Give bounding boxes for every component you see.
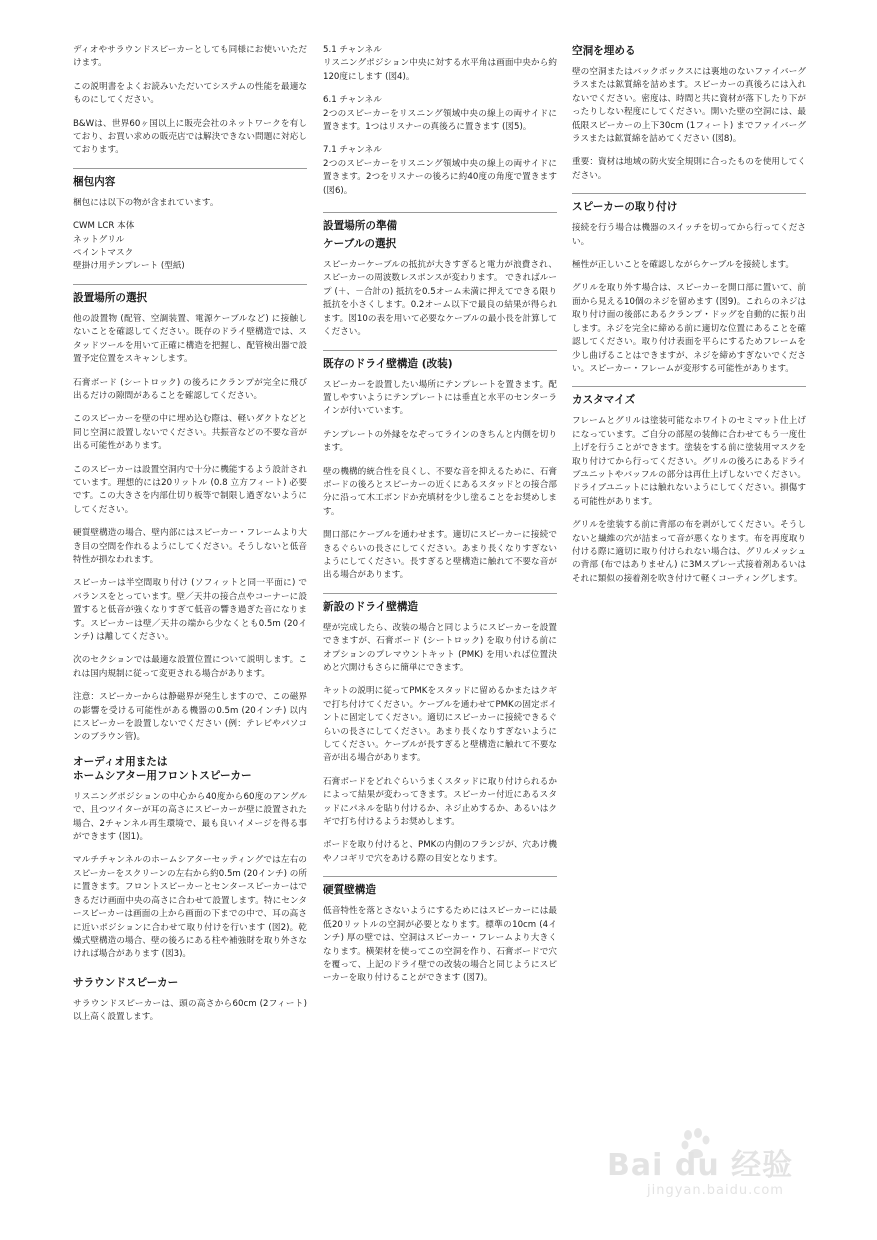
mounting-paragraph: グリルを取り外す場合は、スピーカーを開口部に置いて、前面から見える10個のネジを留めます (図9)。これらのネジは取り付け面の後部にあるクランプ・ドッグを自動的に振り出します。ネジを完全に締める前に適切な位置にあることを確認してください。取り付け表面を平らにするためフレームを少し曲げることはできますが、ネジを締めすぎないでください。スピーカー・フレームが変形する可能性があります。 xyxy=(572,283,806,374)
new-wall-paragraph: 壁が完成したら、改装の場合と同じようにスピーカーを設置できますが、石膏ボード (シートロック) を取り付ける前にオプションのプレマウントキット (PMK) を用いれば位置決めと穴開けもさらに簡単にできます。 xyxy=(323,622,557,673)
channel-61-label: 6.1 チャンネル xyxy=(323,95,382,106)
location-paragraph: このスピーカーは設置空洞内で十分に機能するよう設計されています。理想的には20リットル (0.8 立方フィート) 必要です。この大きさを内部仕切り板等で制限し過ぎないようにしてください。 xyxy=(73,464,307,515)
section-divider xyxy=(323,593,557,594)
new-wall-paragraph: ボードを取り付けると、PMKの内側のフランジが、穴あけ機やノコギリで穴をあける際の目安となります。 xyxy=(323,840,557,864)
prep-heading: 設置場所の準備 xyxy=(323,220,398,233)
section-divider xyxy=(572,386,806,387)
fill-cavity-paragraph: 壁の空洞またはバックボックスには裏地のないファイバーグラスまたは鉱質綿を詰めます。スピーカーの真後ろには入れないでください。密度は、時間と共に資材が落下したり下がったりしない程度にしてください。開いた壁の空洞には、最低限スピーカーの上下30cm (1フィート) までファイバーグラスまたは鉱質綿を詰めてください (図8)。 xyxy=(572,67,806,145)
mounting-heading: スピーカーの取り付け xyxy=(572,201,678,214)
existing-wall-paragraph: テンプレートの外縁をなぞってラインのきちんと内側を切ります。 xyxy=(323,429,557,454)
package-item: ネットグリル xyxy=(73,234,125,245)
location-paragraph: スピーカーは半空間取り付け (ソフィットと同一平面に) でバランスをとっています。壁／天井の接合点やコーナーに設置すると低音が強くなりすぎて低音の響き過ぎた音になります。スピーカーは壁／天井の端から少なくとも0.5m (20インチ) は離してください。 xyxy=(73,578,307,642)
section-divider xyxy=(323,350,557,351)
new-wall-paragraph: 石膏ボードをどれぐらいうまくスタッドに取り付けられるかによって結果が変わってきます。スピーカー付近にあるスタッドにパネルを貼り付けるか、ネジ止めするか、あるいはクギで打ち付けるようお奨めします。 xyxy=(323,776,557,828)
location-paragraph: 他の設置物 (配管、空調装置、電源ケーブルなど) に接触しないことを確認してください。既存のドライ壁構造では、スタッドツールを用いて正確に構造を把握し、配管検出器で設置予定位置をスキャンします。 xyxy=(73,313,307,365)
customize-paragraph: フレームとグリルは塗装可能なホワイトのセミマット仕上げになっています。ご自分の部屋の装飾に合わせてもう一度仕上げを行うことができます。塗装をする前に塗装用マスクを取り付けてから行ってください。グリルの後ろにあるドライブユニットやバッフルの部分は再仕上げしないでください。ドライブユニットには触れないようにしてください。損傷する可能性があります。 xyxy=(572,416,806,507)
location-paragraph: 注意：スピーカーからは静磁界が発生しますので、この磁界の影響を受ける可能性がある機器の0.5m (20インチ) 以内にスピーカーを設置しないでください (例：テレビやパソコンのブラウン管)。 xyxy=(73,692,307,743)
intro-paragraph: ディオやサラウンドスピーカーとしても同様にお使いいただけます。 xyxy=(73,45,307,69)
hard-wall-paragraph: 低音特性を落とさないようにするためにはスピーカーには最低20リットルの空洞が必要となります。標準の10cm (4インチ) 厚の壁では、空洞はスピーカー・フレームより大きくなります。横架材を使ってこの空洞を作り、石膏ボードで穴を覆って、上記のドライ壁での改装の場合と同じようにスピーカーを取り付けることができます (図7)。 xyxy=(323,906,557,984)
column-1 xyxy=(73,44,307,1035)
audio-paragraph: リスニングポジションの中心から40度から60度のアングルで、且つツイターが耳の高さにスピーカーが壁に設置された場合、2チャンネル再生環境で、最も良いイメージを得る事ができます (図1)。 xyxy=(73,791,307,843)
section-divider xyxy=(323,876,557,877)
watermark-brand: Bai du 经验 xyxy=(607,1148,794,1183)
manual-page xyxy=(73,44,807,1194)
channel-51-text: リスニングポジション中央に対する水平角は画面中央から約120度にします (図4)。 xyxy=(323,58,557,82)
cable-heading: ケーブルの選択 xyxy=(323,238,397,251)
audio-paragraph: マルチチャンネルのホームシアターセッティングでは左右のスピーカーをスクリーンの左右から約0.5m (20インチ) の所に置きます。フロントスピーカーとセンタースピーカーはできるだけ画面中央の高さに合わせて設置します。特にセンタースピーカーは画面の上から画面の下までの中で、耳の高さに近いポジションに合わせて取り付けを行います (図2)。乾燥式壁構造の場合、壁の後ろにある柱や補強財を取り外さなければ場合があります (図3)。 xyxy=(73,855,307,960)
watermark-url: jingyan.baidu.com xyxy=(647,1183,784,1198)
intro-paragraph: この説明書をよくお読みいただいてシステムの性能を最適なものにしてください。 xyxy=(73,81,307,106)
cable-paragraph: スピーカーケーブルの抵抗が大きすぎると電力が浪費され、スピーカーの周波数レスポンスが変わります。 できればループ (＋、－合計の) 抵抗を0.5オーム未満に押えてできる限り抵抗を小さくします。0.2オーム以下で最良の結果が得られます。図10の表を用いて必要なケーブルの最小長を計算してください。 xyxy=(323,260,557,338)
fill-cavity-heading: 空洞を埋める xyxy=(572,45,636,57)
channel-51-label: 5.1 チャンネル xyxy=(323,45,382,55)
mounting-paragraph: 極性が正しいことを確認しながらケーブルを接続します。 xyxy=(572,260,794,271)
section-divider xyxy=(323,212,557,213)
new-wall-heading: 新設のドライ壁構造 xyxy=(323,600,419,613)
location-paragraph: 次のセクションでは最適な設置位置について説明します。これは国内規制に従って変更される場合があります。 xyxy=(73,655,307,679)
location-paragraph: 硬質壁構造の場合、壁内部にはスピーカー・フレームより大き目の空間を作れるようにしてください。そうしないと低音特性が損なわれます。 xyxy=(73,528,307,565)
surround-heading: サラウンドスピーカー xyxy=(73,976,179,989)
existing-wall-paragraph: 壁の機構的統合性を良くし、不要な音を抑えるために、石膏ボードの後ろとスピーカーの近くにあるスタッドとの接合部分に沿って木工ボンドか充填材を少し塗ることをお奨めします。 xyxy=(323,466,557,517)
section-divider xyxy=(572,193,806,194)
column-3 xyxy=(572,44,806,596)
hard-wall-heading: 硬質壁構造 xyxy=(323,884,376,897)
existing-wall-paragraph: 開口部にケーブルを通わせます。適切にスピーカーに接続できるぐらいの長さにしてください。あまり長くなりすぎないようにしてください。長すぎると壁構造に触れて不要な音が出る場合があります。 xyxy=(323,530,557,581)
baidu-watermark xyxy=(607,1128,837,1208)
location-heading: 設置場所の選択 xyxy=(73,291,148,304)
surround-paragraph: サラウンドスピーカーは、頭の高さから60cm (2フィート) 以上高く設置します。 xyxy=(73,998,307,1023)
customize-paragraph: グリルを塗装する前に背部の布を剥がしてください。そうしないと繊維の穴が詰まって音が悪くなります。布を再度取り付ける際に適切に取り付けられない場合は、グリルメッシュの背部 (布ではありません) に3Mスプレー式接着剤あるいはそれに類似の接着剤を吹き付けて軽くコーティングします。 xyxy=(572,520,806,584)
package-heading: 梱包内容 xyxy=(73,175,116,188)
package-item: CWM LCR 本体 xyxy=(73,221,135,232)
channel-71-text: 2つのスピーカーをリスニング領域中央の線上の両サイドに置きます。2つをリスナーの後ろに約40度の角度で置きます (図6)。 xyxy=(323,158,557,196)
audio-heading-line-1: オーディオ用または xyxy=(73,755,168,768)
intro-paragraph: B&Wは、世界60ヶ国以上に販売会社のネットワークを有しており、お買い求めの販売店では解決できない問題に対応しております。 xyxy=(73,118,307,156)
channel-71-label: 7.1 チャンネル xyxy=(323,145,382,156)
package-intro: 梱包には以下の物が含まれています。 xyxy=(73,197,219,208)
section-divider xyxy=(73,284,307,285)
column-2 xyxy=(323,44,557,996)
package-item: ペイントマスク xyxy=(73,248,134,259)
existing-wall-heading: 既存のドライ壁構造 (改装) xyxy=(323,357,453,370)
existing-wall-paragraph: スピーカーを設置したい場所にテンプレートを置きます。配置しやすいようにテンプレートには垂直と水平のセンターラインが付いています。 xyxy=(323,379,557,417)
channel-61-text: 2つのスピーカーをリスニング領域中央の線上の両サイドに置きます。1つはリスナーの真後ろに置きます (図5)。 xyxy=(323,108,557,133)
audio-heading-line-2: ホームシアター用フロントスピーカー xyxy=(73,769,252,782)
customize-heading: カスタマイズ xyxy=(572,394,636,407)
package-list xyxy=(73,220,307,274)
section-divider xyxy=(73,168,307,169)
package-item: 壁掛け用テンプレート (型紙) xyxy=(73,261,185,272)
location-paragraph: 石膏ボード (シートロック) の後ろにクランプが完全に飛び出るだけの隙間があることを確認してください。 xyxy=(73,377,307,401)
location-paragraph: このスピーカーを壁の中に埋め込む際は、軽いダクトなどと同じ空洞に設置しないでください。共振音などの不要な音が出る可能性があります。 xyxy=(73,414,307,452)
mounting-paragraph: 接続を行う場合は機器のスイッチを切ってから行ってください。 xyxy=(572,223,806,247)
new-wall-paragraph: キットの説明に従ってPMKをスタッドに留めるかまたはクギで打ち付けてください。ケーブルを通わせてPMKの固定ポイントに固定してください。適切にスピーカーに接続できるぐらいの長さにしてください。あまり長くなりすぎないようにしてください。ケーブルが長すぎると壁構造に触れて不要な音が出る場合があります。 xyxy=(323,686,557,764)
fill-cavity-paragraph: 重要：資材は地域の防火安全規則に合ったものを使用してください。 xyxy=(572,157,806,181)
